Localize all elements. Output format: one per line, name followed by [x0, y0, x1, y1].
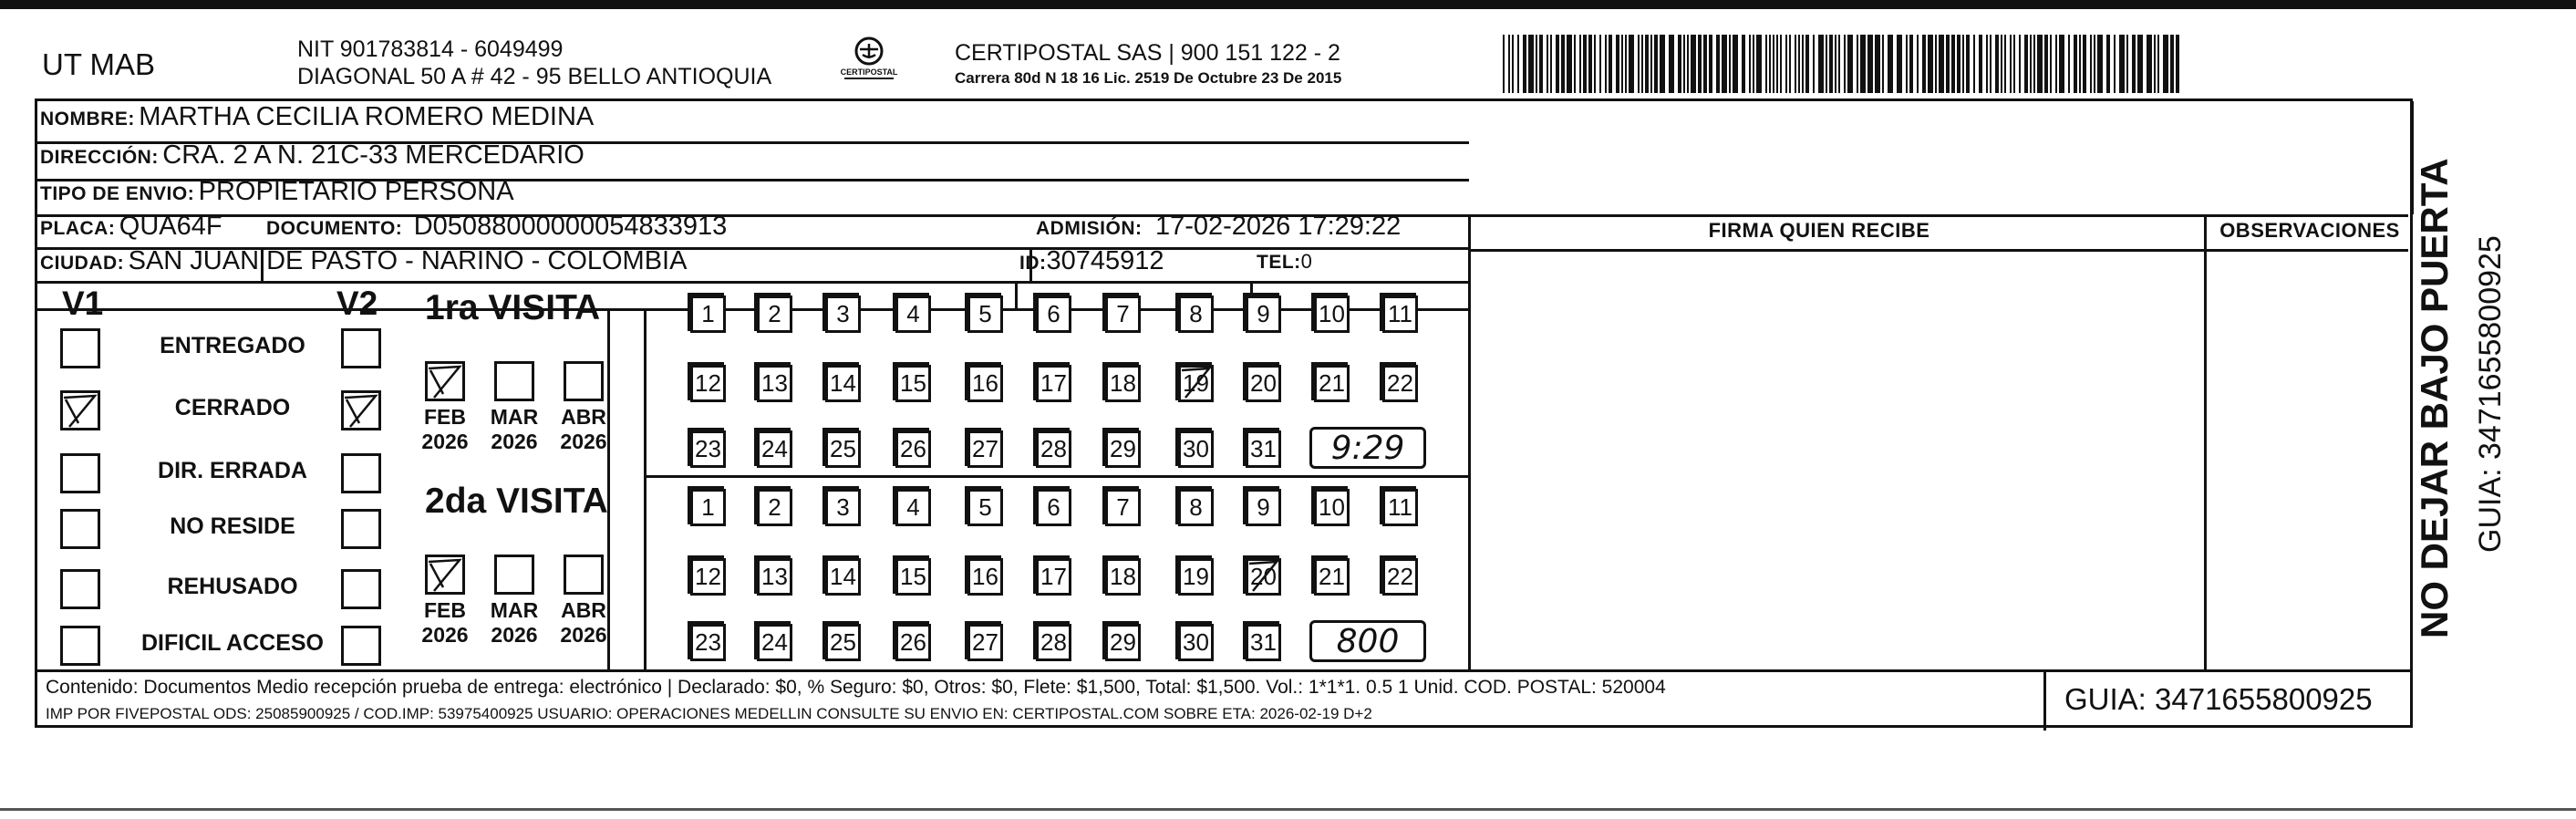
nombre-value: MARTHA CECILIA ROMERO MEDINA [139, 102, 595, 131]
barcode-bar [1847, 35, 1853, 93]
barcode-bar [2068, 35, 2070, 93]
observaciones-column-header: OBSERVACIONES [2219, 219, 2400, 242]
barcode-bar [1583, 35, 1587, 93]
barcode-bar [1922, 35, 1926, 93]
barcode-bar [1802, 35, 1804, 93]
month-label-abr [556, 598, 611, 648]
barcode-bar [1687, 35, 1689, 93]
footer-print-line: IMP POR FIVEPOSTAL ODS: 25085900925 / COD.IMP: 53975400925 USUARIO: OPERACIONES MEDELLIN CONSULTE SU ENVIO EN: CERTIPOSTAL.COM SOBRE ETA: 2026-02-19 D+2 [46, 705, 1372, 722]
documento-field [266, 212, 727, 242]
barcode-bar [1650, 35, 1652, 93]
day-box-1[interactable]: 1 [690, 489, 726, 526]
day-box-19[interactable]: 19 [1178, 558, 1214, 596]
barcode-bar [1867, 35, 1873, 93]
barcode-bar [1556, 35, 1559, 93]
status-label-cerrado: CERRADO [174, 395, 291, 420]
month-name: MAR [490, 598, 539, 622]
day-box-23[interactable]: 23 [690, 430, 726, 468]
barcode-bar [2013, 35, 2015, 93]
barcode-bar [1574, 35, 1576, 93]
month-year: 2026 [560, 430, 607, 453]
barcode-bar [1780, 35, 1782, 93]
month-label-mar [487, 405, 542, 454]
month-name: ABR [561, 405, 606, 429]
day-box-27[interactable]: 27 [967, 430, 1003, 468]
barcode-bar [2004, 35, 2006, 93]
barcode-bar [2090, 35, 2092, 93]
month-name: ABR [561, 598, 606, 622]
barcode-bar [2137, 35, 2143, 93]
nombre-row [40, 102, 594, 132]
barcode-bar [1917, 35, 1919, 93]
status-v2-checkbox[interactable] [341, 390, 381, 430]
day-box-2[interactable]: 2 [757, 489, 792, 526]
barcode-bar [2147, 35, 2152, 93]
ciudad-label: CIUDAD: [40, 253, 125, 274]
tipo-envio-value: PROPIETARIO PERSONA [198, 177, 514, 206]
barcode-bar [2119, 35, 2125, 93]
id-value: 30745912 [1046, 246, 1164, 275]
barcode-bar [1528, 35, 1534, 93]
barcode-bar [1523, 35, 1526, 93]
certipostal-line2: Carrera 80d N 18 16 Lic. 2519 De Octubre 23 De 2015 [955, 69, 1342, 87]
day-box-13[interactable]: 13 [757, 558, 792, 596]
day-box-31[interactable]: 31 [1246, 430, 1281, 468]
barcode-bar [1703, 35, 1707, 93]
day-box-1[interactable]: 1 [690, 295, 726, 333]
month-year: 2026 [421, 430, 469, 453]
status-v2-checkbox[interactable] [341, 626, 381, 666]
day-box-24[interactable]: 24 [757, 430, 792, 468]
barcode-bar [2157, 35, 2159, 93]
v1-header: V1 [62, 285, 104, 322]
status-v1-checkbox[interactable] [60, 453, 100, 493]
barcode-bar [1875, 35, 1880, 93]
visit1-title: 1ra VISITA [425, 288, 601, 327]
barcode-bar [1860, 35, 1866, 93]
day-box-24[interactable]: 24 [757, 624, 792, 661]
barcode-bar [1629, 35, 1634, 93]
day-box-2[interactable]: 2 [757, 295, 792, 333]
day-box-17[interactable]: 17 [1036, 558, 1071, 596]
barcode-bar [1749, 35, 1751, 93]
placa-value: QUA64F [119, 212, 222, 241]
status-v1-checkbox[interactable] [60, 509, 100, 549]
month-name: FEB [424, 598, 466, 622]
day-box-28[interactable]: 28 [1036, 624, 1071, 661]
day-box-20[interactable]: 20 [1246, 365, 1281, 402]
footer-content-line: Contenido: Documentos Medio recepción prueba de entrega: electrónico | Declarado: $0, % Seguro: $0, Otros: $0, Flete: $1,500, Total: $1,500. Vol.: 1*1*1. 0.5 1 Unid. COD. POSTAL: 520004 [46, 677, 1666, 698]
day-box-12[interactable]: 12 [690, 558, 726, 596]
barcode-bar [2132, 35, 2136, 93]
barcode-bar [1722, 35, 1727, 93]
barcode [1503, 35, 2181, 93]
day-box-25[interactable]: 25 [825, 624, 861, 661]
documento-label: DOCUMENTO: [266, 218, 403, 239]
status-v2-checkbox[interactable] [341, 569, 381, 609]
barcode-bar [1897, 35, 1902, 93]
day-box-31[interactable]: 31 [1246, 624, 1281, 661]
barcode-bar [1512, 35, 1514, 93]
day-box-4[interactable]: 4 [895, 295, 931, 333]
barcode-bar [2033, 35, 2035, 93]
barcode-bar [1756, 35, 1762, 93]
day-box-28[interactable]: 28 [1036, 430, 1071, 468]
month-label-feb [418, 598, 472, 648]
status-v2-checkbox[interactable] [341, 328, 381, 368]
barcode-bar [2126, 35, 2128, 93]
barcode-bar [1838, 35, 1840, 93]
barcode-bar [1906, 35, 1908, 93]
month-year: 2026 [560, 623, 607, 647]
barcode-bar [2097, 35, 2103, 93]
barcode-bar [2079, 35, 2081, 93]
status-label-dir-errada: DIR. ERRADA [158, 458, 307, 483]
barcode-bar [2019, 35, 2021, 93]
barcode-bar [1769, 35, 1771, 93]
barcode-bar [1621, 35, 1623, 93]
nombre-label: NOMBRE: [40, 109, 135, 130]
direccion-row [40, 140, 585, 171]
barcode-bar [1882, 35, 1884, 93]
barcode-bar [1995, 35, 1999, 93]
barcode-bar [1979, 35, 1982, 93]
day-box-13[interactable]: 13 [757, 365, 792, 402]
day-box-19[interactable]: 19 [1178, 365, 1214, 402]
id-label: ID: [1019, 253, 1047, 274]
barcode-bar [1986, 35, 1988, 93]
day-box-10[interactable]: 10 [1314, 295, 1350, 333]
tel-label: TEL: [1257, 252, 1301, 273]
status-v2-checkbox[interactable] [341, 509, 381, 549]
barcode-bar [1660, 35, 1665, 93]
barcode-bar [2024, 35, 2028, 93]
day-box-16[interactable]: 16 [967, 365, 1003, 402]
barcode-bar [1550, 35, 1552, 93]
direccion-value: CRA. 2 A N. 21C-33 MERCEDARIO [162, 140, 585, 170]
month-checkbox-mar[interactable] [494, 555, 534, 595]
status-label-rehusado: REHUSADO [167, 574, 298, 599]
barcode-bar [1826, 35, 1827, 93]
barcode-bar [1588, 35, 1592, 93]
day-box-9[interactable]: 9 [1246, 489, 1281, 526]
barcode-bar [1625, 35, 1627, 93]
day-box-12[interactable]: 12 [690, 365, 726, 402]
day-box-30[interactable]: 30 [1178, 624, 1214, 661]
day-box-10[interactable]: 10 [1314, 489, 1350, 526]
day-box-29[interactable]: 29 [1105, 430, 1141, 468]
barcode-bar [1638, 35, 1640, 93]
barcode-bar [1698, 35, 1702, 93]
day-box-26[interactable]: 26 [895, 624, 931, 661]
direccion-label: DIRECCIÓN: [40, 147, 159, 168]
ciudad-value: SAN JUAN DE PASTO - NARINO - COLOMBIA [128, 246, 688, 275]
barcode-bar [2154, 35, 2156, 93]
barcode-bar [2010, 35, 2012, 93]
documento-value: D05088000000054833913 [413, 212, 728, 241]
barcode-bar [1517, 35, 1519, 93]
month-label-abr [556, 405, 611, 454]
day-box-21[interactable]: 21 [1314, 365, 1350, 402]
day-box-22[interactable]: 22 [1382, 365, 1418, 402]
status-v1-checkbox[interactable] [60, 328, 100, 368]
day-box-14[interactable]: 14 [825, 558, 861, 596]
top-border-bar [0, 0, 2576, 9]
barcode-bar [1946, 35, 1950, 93]
barcode-bar [2055, 35, 2057, 93]
day-box-11[interactable]: 11 [1382, 295, 1418, 333]
barcode-bar [1935, 35, 1937, 93]
barcode-bar [1818, 35, 1824, 93]
day-box-6[interactable]: 6 [1036, 295, 1071, 333]
barcode-bar [1716, 35, 1720, 93]
id-field [1019, 246, 1164, 276]
barcode-bar [2170, 35, 2174, 93]
barcode-bar [2176, 35, 2179, 93]
barcode-bar [1973, 35, 1975, 93]
barcode-bar [2163, 35, 2168, 93]
barcode-bar [1813, 35, 1815, 93]
barcode-bar [1683, 35, 1685, 93]
placa-label: PLACA: [40, 218, 116, 239]
month-label-mar [487, 598, 542, 648]
day-box-4[interactable]: 4 [895, 489, 931, 526]
tipo-envio-row [40, 177, 514, 207]
bottom-edge-line [0, 808, 2576, 811]
day-box-3[interactable]: 3 [825, 295, 861, 333]
barcode-bar [1957, 35, 1960, 93]
barcode-bar [1835, 35, 1836, 93]
firma-column-header: FIRMA QUIEN RECIBE [1708, 219, 1930, 242]
tel-field [1257, 250, 1312, 274]
day-box-25[interactable]: 25 [825, 430, 861, 468]
day-box-27[interactable]: 27 [967, 624, 1003, 661]
day-box-14[interactable]: 14 [825, 365, 861, 402]
month-year: 2026 [421, 623, 469, 647]
barcode-bar [1951, 35, 1955, 93]
barcode-bar [1729, 35, 1731, 93]
barcode-bar [1709, 35, 1712, 93]
day-box-26[interactable]: 26 [895, 430, 931, 468]
visit1-time-box: 9:29 [1309, 427, 1426, 469]
admision-field [1036, 212, 1401, 242]
barcode-bar [1765, 35, 1767, 93]
v2-header: V2 [336, 285, 378, 322]
tipo-envio-label: TIPO DE ENVIO: [40, 183, 195, 204]
barcode-bar [1616, 35, 1619, 93]
barcode-bar [1773, 35, 1774, 93]
barcode-bar [1609, 35, 1612, 93]
barcode-bar [2050, 35, 2052, 93]
barcode-bar [1605, 35, 1607, 93]
barcode-bar [1742, 35, 1745, 93]
day-box-17[interactable]: 17 [1036, 365, 1071, 402]
barcode-bar [2001, 35, 2002, 93]
barcode-bar [1888, 35, 1893, 93]
month-name: FEB [424, 405, 466, 429]
month-checkbox-mar[interactable] [494, 361, 534, 401]
status-label-no-reside: NO RESIDE [170, 513, 295, 539]
barcode-bar [1508, 35, 1510, 93]
barcode-bar [2106, 35, 2110, 93]
day-box-3[interactable]: 3 [825, 489, 861, 526]
day-box-8[interactable]: 8 [1178, 489, 1214, 526]
month-checkbox-abr[interactable] [564, 361, 604, 401]
barcode-bar [1798, 35, 1800, 93]
barcode-bar [1785, 35, 1787, 93]
certipostal-logo [837, 35, 901, 89]
day-box-29[interactable]: 29 [1105, 624, 1141, 661]
month-label-feb [418, 405, 472, 454]
status-v1-checkbox[interactable] [60, 626, 100, 666]
month-year: 2026 [491, 623, 538, 647]
barcode-bar [1669, 35, 1674, 93]
day-box-22[interactable]: 22 [1382, 558, 1418, 596]
barcode-bar [1789, 35, 1791, 93]
day-box-18[interactable]: 18 [1105, 558, 1141, 596]
barcode-bar [1805, 35, 1809, 93]
tel-value: 0 [1300, 250, 1313, 273]
barcode-bar [1776, 35, 1778, 93]
barcode-bar [1599, 35, 1601, 93]
barcode-bar [2059, 35, 2064, 93]
day-box-8[interactable]: 8 [1178, 295, 1214, 333]
barcode-bar [1966, 35, 1970, 93]
barcode-bar [1928, 35, 1933, 93]
company-nit: NIT 901783814 - 6049499 [297, 36, 564, 62]
day-box-21[interactable]: 21 [1314, 558, 1350, 596]
day-box-20[interactable]: 20 [1246, 558, 1281, 596]
day-box-15[interactable]: 15 [895, 365, 931, 402]
no-dejar-bajo-puerta: NO DEJAR BAJO PUERTA [2413, 158, 2456, 638]
certipostal-line1: CERTIPOSTAL SAS | 900 151 122 - 2 [955, 40, 1340, 66]
barcode-bar [2044, 35, 2048, 93]
day-box-7[interactable]: 7 [1105, 489, 1141, 526]
barcode-bar [1691, 35, 1696, 93]
barcode-bar [1909, 35, 1913, 93]
barcode-bar [1962, 35, 1964, 93]
barcode-bar [1829, 35, 1833, 93]
barcode-bar [1645, 35, 1649, 93]
day-box-16[interactable]: 16 [967, 558, 1003, 596]
visit2-time-box: 800 [1309, 620, 1426, 662]
barcode-bar [2094, 35, 2095, 93]
barcode-bar [1678, 35, 1681, 93]
barcode-bar [1795, 35, 1796, 93]
barcode-bar [1654, 35, 1658, 93]
barcode-bar [1567, 35, 1572, 93]
status-v1-checkbox[interactable] [60, 390, 100, 430]
day-box-7[interactable]: 7 [1105, 295, 1141, 333]
barcode-bar [1536, 35, 1537, 93]
status-v1-checkbox[interactable] [60, 569, 100, 609]
day-box-9[interactable]: 9 [1246, 295, 1281, 333]
month-checkbox-abr[interactable] [564, 555, 604, 595]
barcode-bar [2083, 35, 2086, 93]
day-box-18[interactable]: 18 [1105, 365, 1141, 402]
month-name: MAR [490, 405, 539, 429]
barcode-bar [1641, 35, 1643, 93]
barcode-bar [1539, 35, 1543, 93]
day-box-15[interactable]: 15 [895, 558, 931, 596]
barcode-bar [2074, 35, 2077, 93]
company-address: DIAGONAL 50 A # 42 - 95 BELLO ANTIOQUIA [297, 64, 772, 89]
company-short-name: UT MAB [42, 47, 156, 81]
barcode-bar [2114, 35, 2116, 93]
barcode-bar [1579, 35, 1581, 93]
logo-text: CERTIPOSTAL [840, 67, 898, 77]
barcode-bar [1561, 35, 1565, 93]
placa-field [40, 212, 222, 242]
month-year: 2026 [491, 430, 538, 453]
barcode-bar [1547, 35, 1548, 93]
status-v2-checkbox[interactable] [341, 453, 381, 493]
status-label-entregado: ENTREGADO [160, 333, 305, 358]
barcode-bar [1857, 35, 1858, 93]
barcode-bar [2037, 35, 2043, 93]
month-checkbox-feb[interactable] [425, 555, 465, 595]
admision-label: ADMISIÓN: [1036, 218, 1143, 239]
day-box-23[interactable]: 23 [690, 624, 726, 661]
day-box-5[interactable]: 5 [967, 489, 1003, 526]
month-checkbox-feb[interactable] [425, 361, 465, 401]
barcode-bar [1844, 35, 1846, 93]
status-label-dificil-acceso: DIFICIL ACCESO [140, 630, 324, 656]
visit2-title: 2da VISITA [425, 482, 608, 521]
barcode-bar [1939, 35, 1944, 93]
side-guia-number: GUIA: 3471655800925 [2473, 235, 2508, 553]
barcode-bar [1594, 35, 1596, 93]
barcode-bar [1733, 35, 1738, 93]
day-box-6[interactable]: 6 [1036, 489, 1071, 526]
barcode-bar [2030, 35, 2032, 93]
barcode-bar [1990, 35, 1991, 93]
day-box-11[interactable]: 11 [1382, 489, 1418, 526]
barcode-bar [1503, 35, 1505, 93]
ciudad-field [40, 246, 687, 276]
day-box-30[interactable]: 30 [1178, 430, 1214, 468]
barcode-bar [1753, 35, 1754, 93]
admision-value: 17-02-2026 17:29:22 [1154, 212, 1402, 241]
footer-guia-box: GUIA: 3471655800925 [2064, 682, 2373, 716]
day-box-5[interactable]: 5 [967, 295, 1003, 333]
